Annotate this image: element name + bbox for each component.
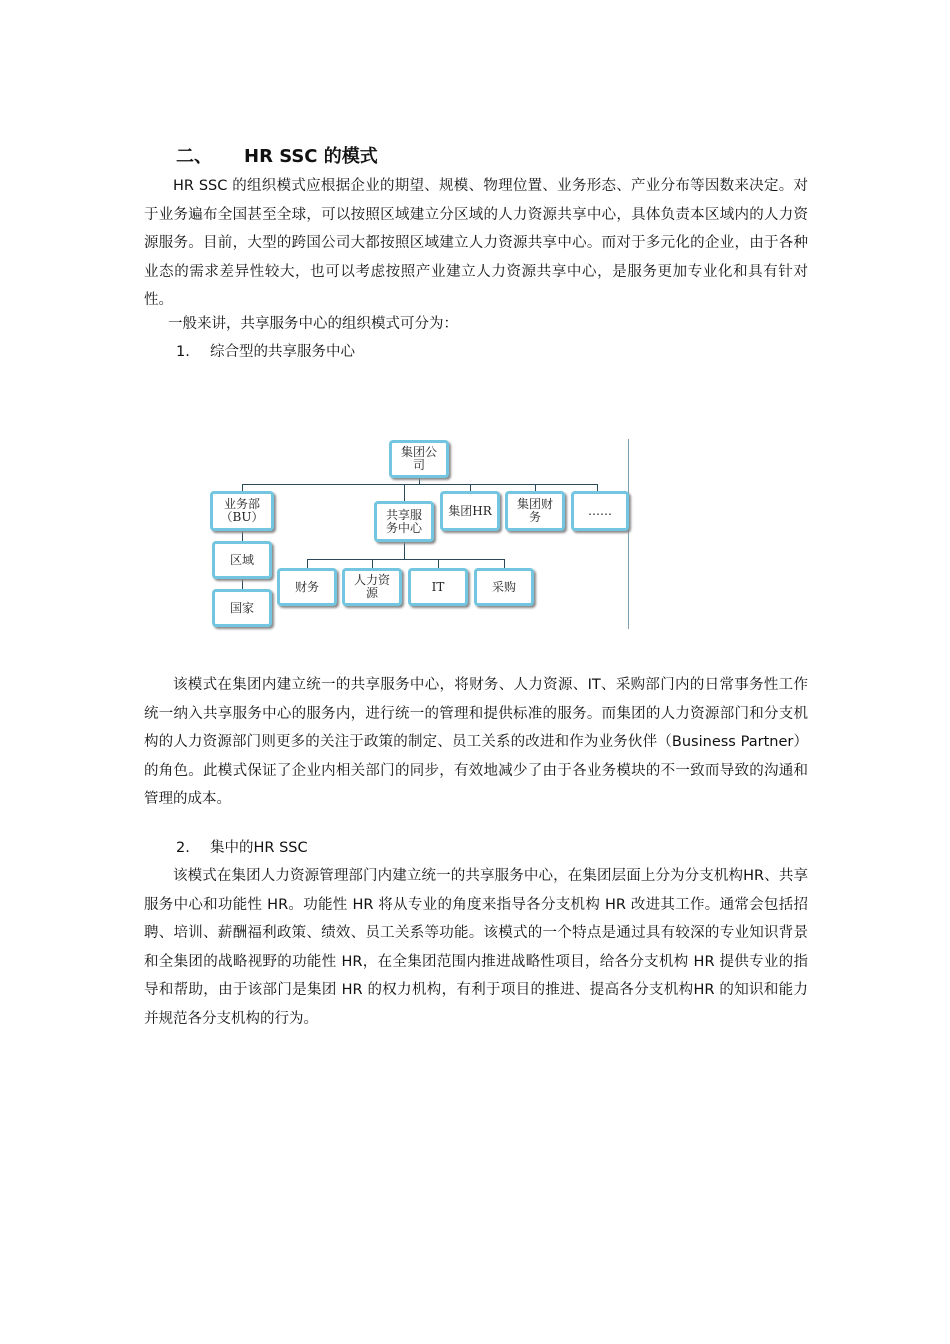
intro-paragraph: HR SSC 的组织模式应根据企业的期望、规模、物理位置、业务形态、产业分布等因数来决定。对于业务遍布全国甚至全球，可以按照区域建立分区域的人力资源共享中心，具体负责本区域内的人力资源服务。目前，大型的跨国公司大都按照区域建立人力资源共享中心。而对于多元化的企业，由于各种业态的需求差异性较大，也可以考虑按照产业建立人力资源共享中心，是服务更加专业化和具有针对性。 (144, 178, 808, 308)
connector-ssc-down (404, 541, 405, 560)
node-label-line: 业务部 (223, 497, 260, 511)
node-region (212, 541, 272, 579)
list-item-label: 集中的HR SSC (210, 840, 308, 856)
section-title: HR SSC 的模式 (244, 146, 378, 167)
node-label: 国家 (229, 600, 254, 615)
node-group-company (389, 440, 449, 478)
section-heading (176, 142, 378, 168)
org-chart (200, 435, 640, 635)
node-label-line: 务 (528, 510, 541, 524)
connector-to-finance (307, 559, 308, 568)
node-label-line: 务中心 (385, 520, 422, 535)
connector-top-bus (242, 484, 597, 485)
list-item-number: 1. (176, 344, 190, 360)
node-group-hr (440, 491, 500, 531)
node-label-line: 共享服 (385, 507, 422, 522)
connector-bu-region (242, 530, 243, 541)
node-label-line: 人力资 (353, 573, 390, 587)
node-label: IT (431, 579, 445, 594)
connector-to-ssc (404, 484, 405, 501)
node-label-line: （BU） (220, 510, 264, 524)
node-country (212, 589, 272, 627)
node-it (408, 568, 468, 606)
model2-description: 该模式在集团人力资源管理部门内建立统一的共享服务中心，在集团层面上分为分支机构HR、共享服务中心和功能性 HR。功能性 HR 将从专业的角度来指导各分支机构 HR 改进其工作。通常会包括招聘、培训、薪酬福利政策、绩效、员工关系等功能。该模式的一个特点是通过具有较深的专业知识背景和全集团的战略视野的功能性 HR，在全集团范围内推进战略性项目，给各分支机构 HR 提供专业的指导和帮助，由于该部门是集团 HR 的权力机构，有利于项目的推进、提高各分支机构HR 的知识和能力并规范各分支机构的行为。 (144, 868, 808, 1027)
node-label: 采购 (491, 579, 516, 594)
connector-to-purchasing (504, 559, 505, 568)
node-group-finance (505, 491, 565, 531)
list-item-label: 综合型的共享服务中心 (210, 344, 355, 360)
node-purchasing (474, 568, 534, 606)
list-item-number: 2. (176, 840, 190, 856)
node-label: 集团HR (448, 503, 492, 518)
model1-description: 该模式在集团内建立统一的共享服务中心，将财务、人力资源、IT、采购部门内的日常事务性工作统一纳入共享服务中心的服务内，进行统一的管理和提供标准的服务。而集团的人力资源部门和分支机构的人力资源部门则更多的关注于政策的制定、员工关系的改进和作为业务伙伴（Business Partner）的角色。此模式保证了企业内相关部门的同步，有效地减少了由于各业务模块的不一致而导致的沟通和管理的成本。 (144, 677, 808, 807)
connector-to-hr (372, 559, 373, 568)
list-item-comprehensive-ssc (176, 338, 355, 367)
node-label: …… (588, 503, 612, 518)
node-label-line: 源 (365, 586, 378, 600)
node-human-resources (342, 568, 402, 606)
node-shared-service-center (374, 501, 434, 542)
node-label: 区域 (229, 552, 254, 567)
node-label-line: 集团财 (516, 497, 553, 511)
chart-separator-line (628, 439, 629, 629)
node-finance (277, 568, 337, 606)
general-paragraph: 一般来讲，共享服务中心的组织模式可分为： (168, 316, 458, 332)
section-number: 二、 (176, 146, 212, 167)
node-more (571, 491, 629, 531)
connector-to-it (438, 559, 439, 568)
node-label-line: 司 (412, 458, 425, 472)
node-label-line: 集团公 (400, 445, 437, 459)
node-label: 财务 (294, 579, 319, 594)
node-business-unit (210, 491, 274, 531)
connector-bottom-bus (307, 559, 504, 560)
list-item-centralized-hr-ssc (176, 834, 308, 863)
